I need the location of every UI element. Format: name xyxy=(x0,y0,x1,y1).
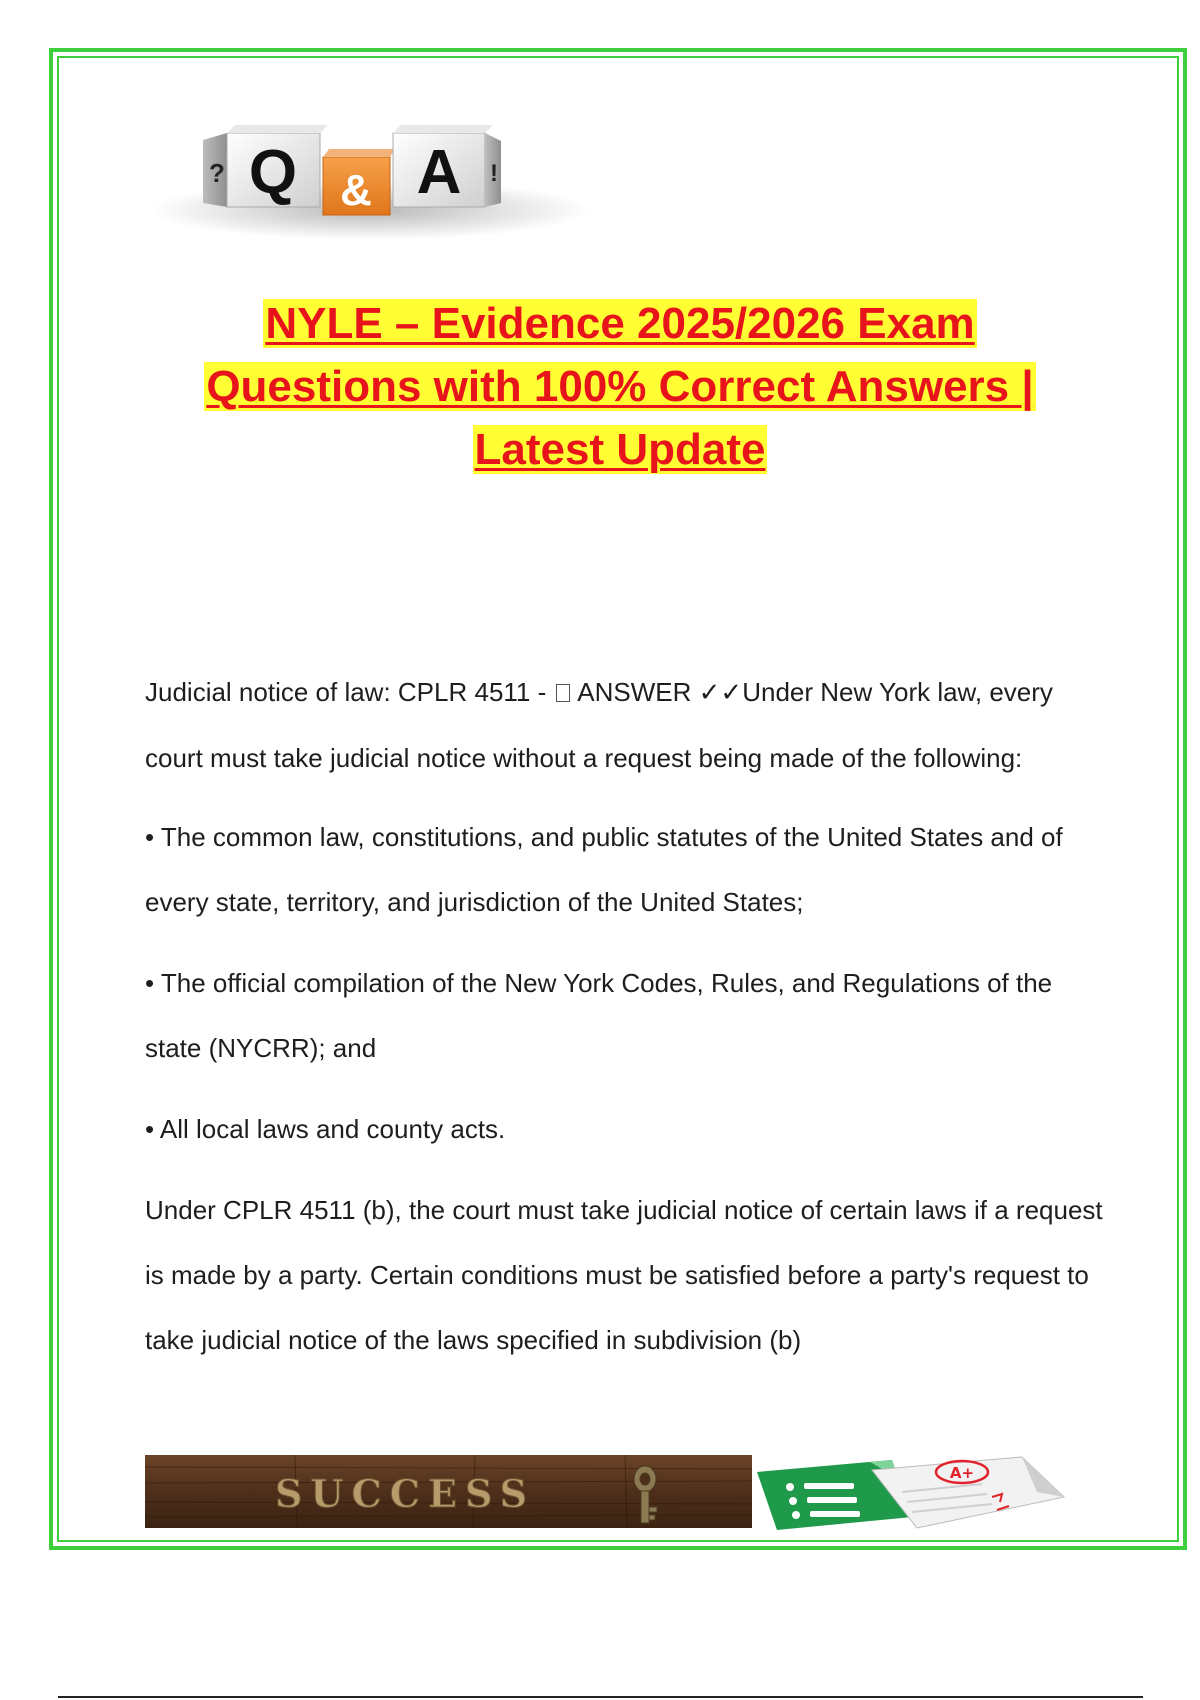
intro-paragraph xyxy=(145,660,1105,791)
letter-ampersand: & xyxy=(340,166,372,215)
intro-answer: Under New York law, every court must take judicial notice without a request being made of the following: xyxy=(145,677,1053,773)
qa-dice-logo xyxy=(145,85,595,285)
exclamation-glyph: ! xyxy=(490,160,498,187)
missing-glyph-box-icon xyxy=(556,684,570,702)
letter-a: A xyxy=(416,138,462,207)
success-text: SUCCESS xyxy=(274,1471,536,1516)
title-line-2: Questions with 100% Correct Answers | xyxy=(206,362,1034,411)
document-body xyxy=(145,660,1105,1389)
dice-question-mark xyxy=(203,133,227,207)
question-mark-glyph: ? xyxy=(209,158,225,188)
success-banner xyxy=(145,1455,752,1528)
grade-text: A+ xyxy=(949,1464,975,1482)
answer-label: ANSWER xyxy=(571,677,699,707)
graded-paper-icon xyxy=(752,1452,1070,1532)
dice-a xyxy=(393,125,501,207)
document-title xyxy=(100,292,1140,481)
bullet-item-3: • All local laws and county acts. xyxy=(145,1114,506,1144)
dice-ampersand xyxy=(323,149,395,215)
double-check-icon: ✓✓ xyxy=(698,678,743,708)
letter-q: Q xyxy=(248,138,298,207)
closing-paragraph: Under CPLR 4511 (b), the court must take judicial notice of certain laws if a request is made by a party. Certain conditions must be satisfied before a party's request to take judicial notice of the laws specified in subdivision (b) xyxy=(145,1195,1103,1355)
bullet-item-1: • The common law, constitutions, and public statutes of the United States and of every state, territory, and jurisdiction of the United States; xyxy=(145,822,1063,917)
title-line-3: Latest Update xyxy=(474,425,766,474)
bullet-item-2: • The official compilation of the New York Codes, Rules, and Regulations of the state (NYCRR); and xyxy=(145,968,1053,1063)
title-line-1: NYLE – Evidence 2025/2026 Exam xyxy=(265,299,975,348)
intro-question: Judicial notice of law: CPLR 4511 - xyxy=(145,677,554,707)
dice-q xyxy=(227,125,328,207)
footer-rule xyxy=(58,1696,1143,1698)
